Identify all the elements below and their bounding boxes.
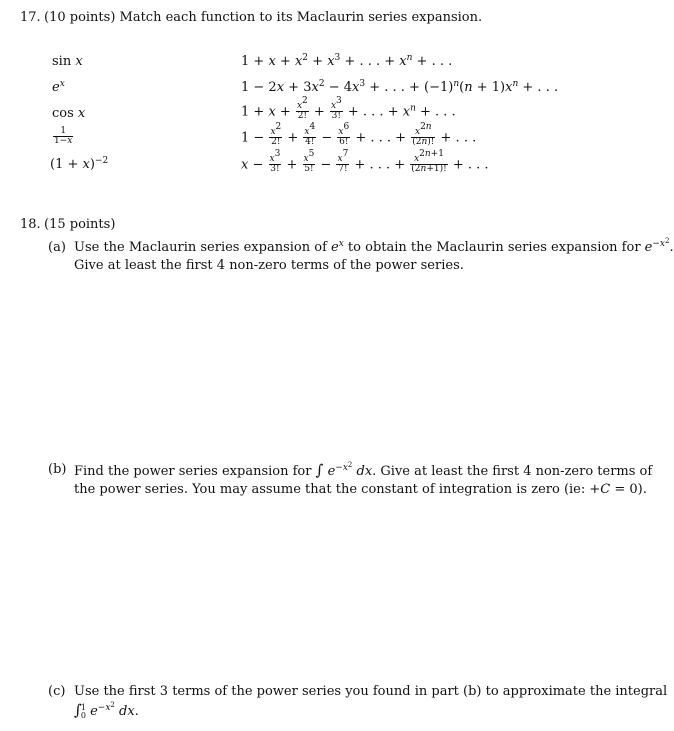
q18b-line2-end: ). — [637, 482, 647, 497]
q18-points: (15 points) — [44, 217, 116, 232]
q17-number: 17. — [20, 10, 41, 25]
q18a-line1-mid: to obtain the Maclaurin series expansion for — [343, 240, 645, 255]
q17-function-geometric: $\frac{1}{1-x}$ — [54, 126, 73, 146]
q18b-line2-start: the power series. You may assume that the constant of integration is zero (ie: — [74, 482, 590, 497]
q18b-line1-end: . Give at least the first 4 non-zero terms of — [372, 464, 653, 479]
q17-series-4: 1 − $\frac{x^2}{2!}$ + $\frac{x^4}{4!}$ − $\frac{x^6}{6!}$ + . . . + $\frac{x^{2n}}{(2n)!}$ + . . . — [241, 122, 477, 147]
q18a-line2: Give at least the first 4 non-zero terms of the power series. — [74, 258, 464, 273]
q17-header: (10 points) Match each function to its Maclaurin series expansion. — [44, 10, 483, 25]
q18b-text: Find the power series expansion for ∫ $e^{-x^2}$ dx. Give at least the first 4 non-zero terms of the power series. You may assume that the constant of integration is zero (ie: +C = 0). — [74, 461, 653, 497]
q18c-line1: Use the first 3 terms of the power series you found in part (b) to approximate the integral — [74, 684, 668, 699]
q17-function-exp: $e^x$ — [52, 79, 65, 95]
q18a-line1-start: Use the Maclaurin series expansion of — [74, 240, 332, 255]
q17-series-1: $1 + x + x^2 + x^3$ + . . . + $x^n$ + . . . — [241, 53, 453, 69]
q17-function-sin: sin x — [52, 54, 83, 69]
q18a-label: (a) — [48, 240, 66, 255]
q18b-line1-start: Find the power series expansion for — [74, 464, 316, 479]
q18-number: 18. — [20, 217, 41, 232]
q17-function-binomial: $(1 + x)^{-2}$ — [50, 156, 109, 172]
q18a-text: Use the Maclaurin series expansion of $e^x$ to obtain the Maclaurin series expansion for $e^{-x^2}$. Give at least the first 4 non-zero terms of the power series. — [74, 237, 674, 273]
q18c-label: (c) — [48, 684, 66, 699]
q18c-text: Use the first 3 terms of the power series you found in part (b) to approximate the integral ∫ 1 0 $e^{-x^2}$ dx. — [74, 684, 668, 720]
q17-function-cos: cos x — [52, 106, 86, 121]
q18b-label: (b) — [48, 462, 67, 477]
q17-series-5: x − $\frac{x^3}{3!}$ + $\frac{x^5}{5!}$ − $\frac{x^7}{7!}$ + . . . + $\frac{x^{2n+1}}{(2n+1)!}$ + . . . — [241, 149, 489, 174]
q17-series-3: 1 + x + $\frac{x^2}{2!}$ + $\frac{x^3}{3!}$ + . . . + $x^n$ + . . . — [241, 96, 456, 121]
q17-series-2: $1 - 2x + 3x^2 - 4x^3$ + . . . + $(-1)^n(n + 1)x^n$ + . . . — [241, 79, 559, 95]
